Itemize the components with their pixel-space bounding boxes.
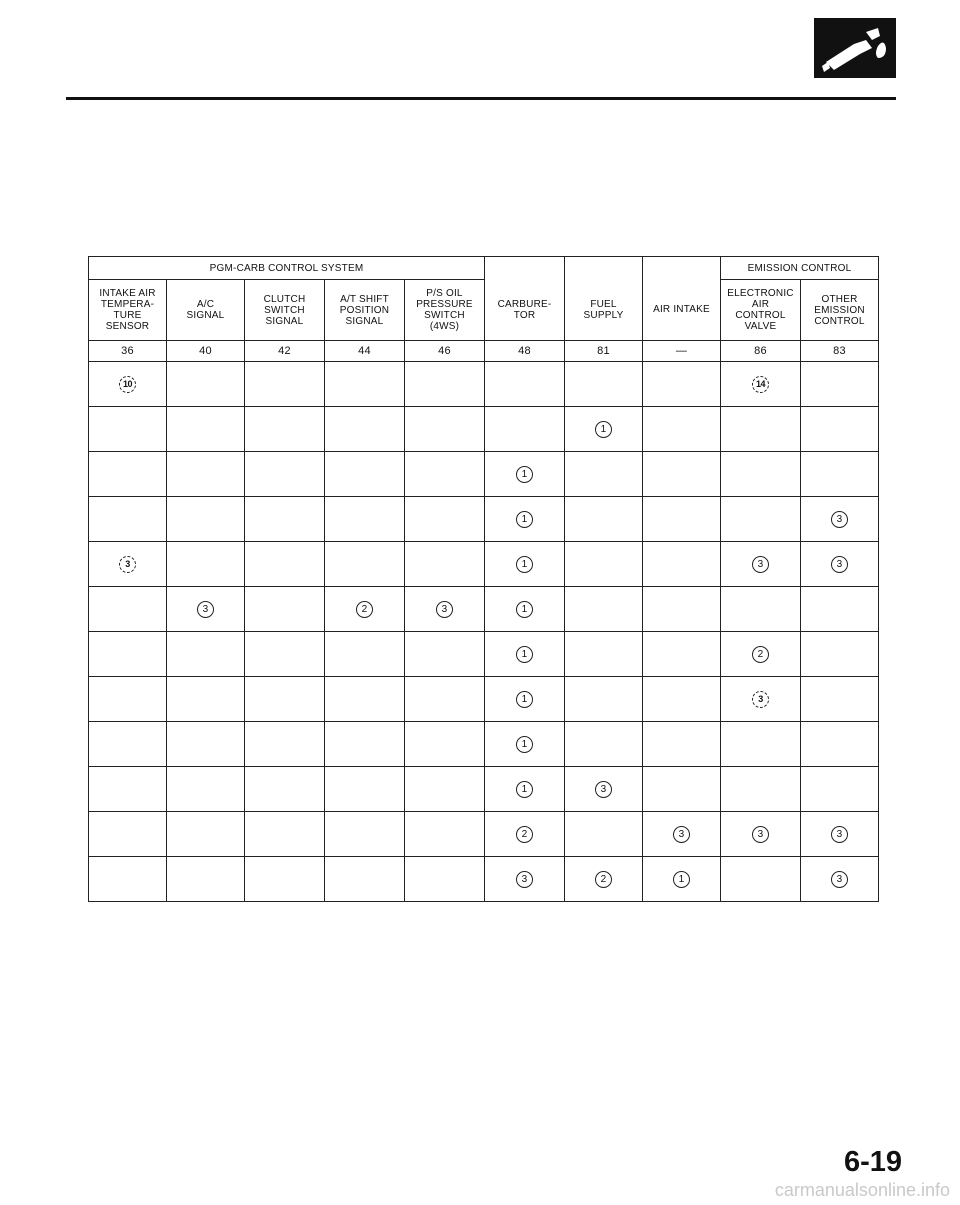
group-blank	[485, 257, 565, 280]
table-cell	[801, 722, 879, 767]
table-cell	[721, 362, 801, 407]
table-cell	[565, 767, 643, 812]
table-cell	[405, 407, 485, 452]
table-cell	[245, 632, 325, 677]
table-cell	[565, 452, 643, 497]
table-row	[89, 767, 879, 812]
table-cell	[325, 722, 405, 767]
table-cell	[167, 857, 245, 902]
table-cell	[485, 767, 565, 812]
table-cell	[245, 857, 325, 902]
table-cell	[325, 497, 405, 542]
page-reference: 48	[485, 341, 565, 362]
group-blank	[643, 257, 721, 280]
table-cell	[801, 767, 879, 812]
table-cell	[89, 587, 167, 632]
table-cell	[245, 587, 325, 632]
table-cell	[405, 812, 485, 857]
table-cell	[721, 632, 801, 677]
table-cell	[89, 407, 167, 452]
priority-marker: 3	[831, 871, 848, 888]
table-cell	[801, 587, 879, 632]
table-cell	[405, 587, 485, 632]
table-cell	[485, 452, 565, 497]
column-header: A/C SIGNAL	[167, 280, 245, 341]
page-reference: 86	[721, 341, 801, 362]
table-cell	[721, 812, 801, 857]
table-cell	[721, 452, 801, 497]
page-reference: —	[643, 341, 721, 362]
table-cell	[89, 857, 167, 902]
page-reference: 44	[325, 341, 405, 362]
priority-marker: 2	[595, 871, 612, 888]
table-cell	[325, 407, 405, 452]
fuel-nozzle-icon	[814, 18, 896, 78]
table-cell	[485, 542, 565, 587]
table-cell	[167, 632, 245, 677]
table-cell	[643, 812, 721, 857]
table-cell	[801, 632, 879, 677]
table-cell	[643, 857, 721, 902]
table-cell	[325, 767, 405, 812]
table-cell	[485, 677, 565, 722]
table-cell	[485, 722, 565, 767]
table-cell	[89, 812, 167, 857]
table-cell	[485, 407, 565, 452]
table-cell	[325, 812, 405, 857]
table-row	[89, 362, 879, 407]
priority-marker: 3	[119, 556, 136, 573]
table-cell	[643, 407, 721, 452]
priority-marker: 2	[752, 646, 769, 663]
table-cell	[245, 542, 325, 587]
table-cell	[405, 857, 485, 902]
table-row	[89, 587, 879, 632]
page-reference: 81	[565, 341, 643, 362]
table-cell	[643, 767, 721, 812]
table-cell	[643, 452, 721, 497]
priority-marker: 1	[516, 556, 533, 573]
page-reference: 40	[167, 341, 245, 362]
group-emission-control: EMISSION CONTROL	[721, 257, 879, 280]
priority-marker: 1	[516, 601, 533, 618]
table-cell	[565, 542, 643, 587]
priority-marker: 3	[436, 601, 453, 618]
column-header: AIR INTAKE	[643, 280, 721, 341]
table-cell	[565, 497, 643, 542]
table-cell	[643, 362, 721, 407]
table-cell	[485, 857, 565, 902]
table-cell	[801, 857, 879, 902]
column-header: P/S OIL PRESSURE SWITCH (4WS)	[405, 280, 485, 341]
column-header: FUEL SUPPLY	[565, 280, 643, 341]
table-cell	[245, 677, 325, 722]
chart-body	[89, 362, 879, 902]
group-blank	[565, 257, 643, 280]
table-cell	[167, 587, 245, 632]
table-cell	[405, 632, 485, 677]
table-cell	[245, 452, 325, 497]
table-cell	[565, 812, 643, 857]
table-row	[89, 407, 879, 452]
table-cell	[643, 722, 721, 767]
priority-marker: 3	[831, 511, 848, 528]
table-cell	[565, 632, 643, 677]
table-cell	[485, 632, 565, 677]
table-cell	[485, 497, 565, 542]
table-cell	[89, 497, 167, 542]
priority-marker: 1	[595, 421, 612, 438]
table-cell	[643, 632, 721, 677]
table-cell	[89, 722, 167, 767]
table-cell	[485, 812, 565, 857]
table-cell	[801, 452, 879, 497]
priority-marker: 10	[119, 376, 136, 393]
troubleshooting-chart	[88, 256, 879, 902]
priority-marker: 2	[516, 826, 533, 843]
table-cell	[801, 407, 879, 452]
table-cell	[405, 542, 485, 587]
table-cell	[167, 542, 245, 587]
priority-marker: 1	[516, 466, 533, 483]
page-reference-row	[89, 341, 879, 362]
page-reference: 36	[89, 341, 167, 362]
table-cell	[325, 542, 405, 587]
table-cell	[325, 587, 405, 632]
table-row	[89, 497, 879, 542]
table-cell	[89, 767, 167, 812]
table-cell	[405, 677, 485, 722]
table-cell	[245, 497, 325, 542]
table-cell	[89, 362, 167, 407]
column-header: CARBURE- TOR	[485, 280, 565, 341]
table-cell	[801, 497, 879, 542]
table-cell	[801, 362, 879, 407]
priority-marker: 1	[516, 646, 533, 663]
table-cell	[721, 722, 801, 767]
table-cell	[721, 407, 801, 452]
watermark: carmanualsonline.info	[774, 1180, 950, 1200]
table-cell	[721, 857, 801, 902]
table-cell	[89, 542, 167, 587]
table-cell	[565, 587, 643, 632]
table-row	[89, 542, 879, 587]
table-cell	[565, 407, 643, 452]
table-cell	[89, 452, 167, 497]
table-cell	[801, 542, 879, 587]
table-cell	[565, 722, 643, 767]
table-cell	[167, 497, 245, 542]
page-reference: 46	[405, 341, 485, 362]
page-number: 6-19	[843, 1146, 902, 1178]
table-cell	[245, 722, 325, 767]
table-row	[89, 812, 879, 857]
table-cell	[485, 362, 565, 407]
table-cell	[405, 497, 485, 542]
priority-marker: 3	[831, 556, 848, 573]
priority-marker: 3	[752, 691, 769, 708]
table-cell	[167, 812, 245, 857]
column-header: A/T SHIFT POSITION SIGNAL	[325, 280, 405, 341]
table-cell	[89, 632, 167, 677]
table-cell	[565, 677, 643, 722]
table-cell	[405, 722, 485, 767]
table-cell	[643, 497, 721, 542]
table-cell	[405, 767, 485, 812]
column-header: INTAKE AIR TEMPERA- TURE SENSOR	[89, 280, 167, 341]
table-cell	[405, 362, 485, 407]
table-cell	[167, 722, 245, 767]
column-header: OTHER EMISSION CONTROL	[801, 280, 879, 341]
priority-marker: 3	[752, 826, 769, 843]
priority-marker: 1	[516, 736, 533, 753]
table-cell	[643, 587, 721, 632]
table-cell	[643, 677, 721, 722]
group-header-row	[89, 257, 879, 280]
table-cell	[801, 677, 879, 722]
priority-marker: 14	[752, 376, 769, 393]
column-header-row	[89, 280, 879, 341]
table-cell	[167, 362, 245, 407]
table-cell	[325, 677, 405, 722]
page-reference: 83	[801, 341, 879, 362]
priority-marker: 1	[516, 691, 533, 708]
table-row	[89, 677, 879, 722]
table-row	[89, 722, 879, 767]
column-header: ELECTRONIC AIR CONTROL VALVE	[721, 280, 801, 341]
table-cell	[721, 587, 801, 632]
table-cell	[565, 362, 643, 407]
column-header: CLUTCH SWITCH SIGNAL	[245, 280, 325, 341]
table-cell	[325, 452, 405, 497]
table-cell	[721, 497, 801, 542]
priority-marker: 3	[831, 826, 848, 843]
table-cell	[721, 677, 801, 722]
table-cell	[245, 407, 325, 452]
priority-marker: 1	[673, 871, 690, 888]
table-row	[89, 452, 879, 497]
priority-marker: 3	[673, 826, 690, 843]
table-cell	[325, 632, 405, 677]
table-row	[89, 857, 879, 902]
page-reference: 42	[245, 341, 325, 362]
header-rule	[66, 97, 896, 100]
table-cell	[485, 587, 565, 632]
table-cell	[89, 677, 167, 722]
table-cell	[245, 767, 325, 812]
table-cell	[167, 677, 245, 722]
table-cell	[721, 542, 801, 587]
table-row	[89, 632, 879, 677]
priority-marker: 3	[752, 556, 769, 573]
table-cell	[167, 452, 245, 497]
table-cell	[167, 407, 245, 452]
priority-marker: 3	[516, 871, 533, 888]
table-cell	[245, 362, 325, 407]
group-pgm-carb: PGM-CARB CONTROL SYSTEM	[89, 257, 485, 280]
priority-marker: 3	[197, 601, 214, 618]
table-cell	[721, 767, 801, 812]
table-cell	[325, 362, 405, 407]
priority-marker: 1	[516, 781, 533, 798]
table-cell	[405, 452, 485, 497]
table-cell	[245, 812, 325, 857]
table-cell	[801, 812, 879, 857]
priority-marker: 1	[516, 511, 533, 528]
table-cell	[565, 857, 643, 902]
table-cell	[643, 542, 721, 587]
priority-marker: 3	[595, 781, 612, 798]
table-cell	[167, 767, 245, 812]
table-cell	[325, 857, 405, 902]
priority-marker: 2	[356, 601, 373, 618]
